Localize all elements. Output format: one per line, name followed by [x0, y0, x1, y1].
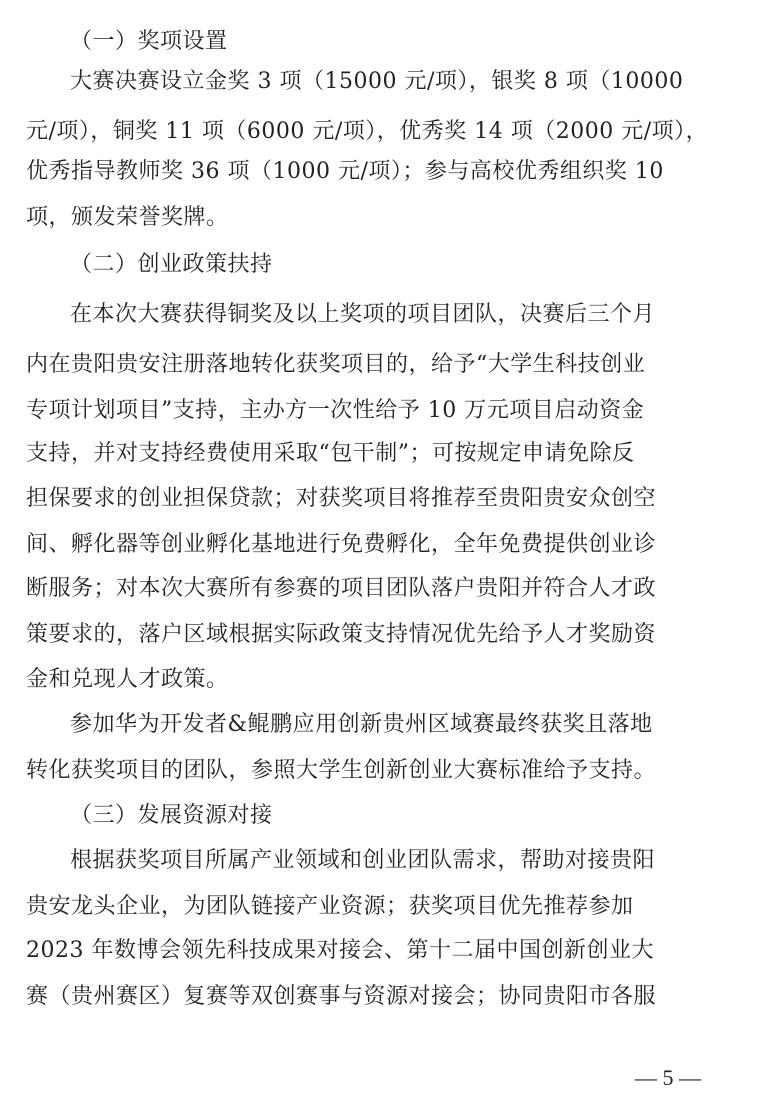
- section-3-heading: （三）发展资源对接: [70, 803, 273, 828]
- section-1-line: 优秀指导教师奖 36 项（1000 元/项）；参与高校优秀组织奖 10: [26, 159, 664, 184]
- section-1-heading: （一）奖项设置: [70, 29, 228, 54]
- section-1-line: 大赛决赛设立金奖 3 项（15000 元/项），银奖 8 项（10000: [70, 69, 684, 94]
- section-2-heading: （二）创业政策扶持: [70, 252, 273, 277]
- section-3-line: 2023 年数博会领先科技成果对接会、第十二届中国创新创业大: [26, 938, 654, 963]
- section-2-line: 间、孵化器等创业孵化基地进行免费孵化，全年免费提供创业诊: [26, 532, 657, 557]
- page-number: — 5 —: [635, 1065, 701, 1090]
- section-2-line: 支持，并对支持经费使用采取“包干制”；可按规定申请免除反: [26, 441, 635, 466]
- section-2-line: 金和兑现人才政策。: [26, 667, 229, 692]
- section-1-line: 元/项），铜奖 11 项（6000 元/项），优秀奖 14 项（2000 元/项），: [26, 119, 709, 144]
- section-2-line: 内在贵阳贵安注册落地转化获奖项目的，给予“大学生科技创业: [26, 352, 646, 377]
- section-2-line: 担保要求的创业担保贷款；对获奖项目将推荐至贵阳贵安众创空: [26, 486, 657, 511]
- section-2-line: 参加华为开发者&鲲鹏应用创新贵州区域赛最终获奖且落地: [70, 712, 653, 737]
- section-2-line: 断服务；对本次大赛所有参赛的项目团队落户贵阳并符合人才政: [26, 576, 657, 601]
- section-2-line: 策要求的，落户区域根据实际政策支持情况优先给予人才奖励资: [26, 622, 657, 647]
- section-2-line: 专项计划项目”支持，主办方一次性给予 10 万元项目启动资金: [26, 398, 645, 423]
- section-3-line: 根据获奖项目所属产业领域和创业团队需求，帮助对接贵阳: [70, 848, 656, 873]
- section-2-line: 在本次大赛获得铜奖及以上奖项的项目团队，决赛后三个月: [70, 302, 656, 327]
- section-3-line: 贵安龙头企业，为团队链接产业资源；获奖项目优先推荐参加: [26, 894, 634, 919]
- section-1-line: 项，颁发荣誉奖牌。: [26, 205, 229, 230]
- section-3-line: 赛（贵州赛区）复赛等双创赛事与资源对接会；协同贵阳市各服: [26, 984, 657, 1009]
- section-2-line: 转化获奖项目的团队，参照大学生创新创业大赛标准给予支持。: [26, 758, 657, 783]
